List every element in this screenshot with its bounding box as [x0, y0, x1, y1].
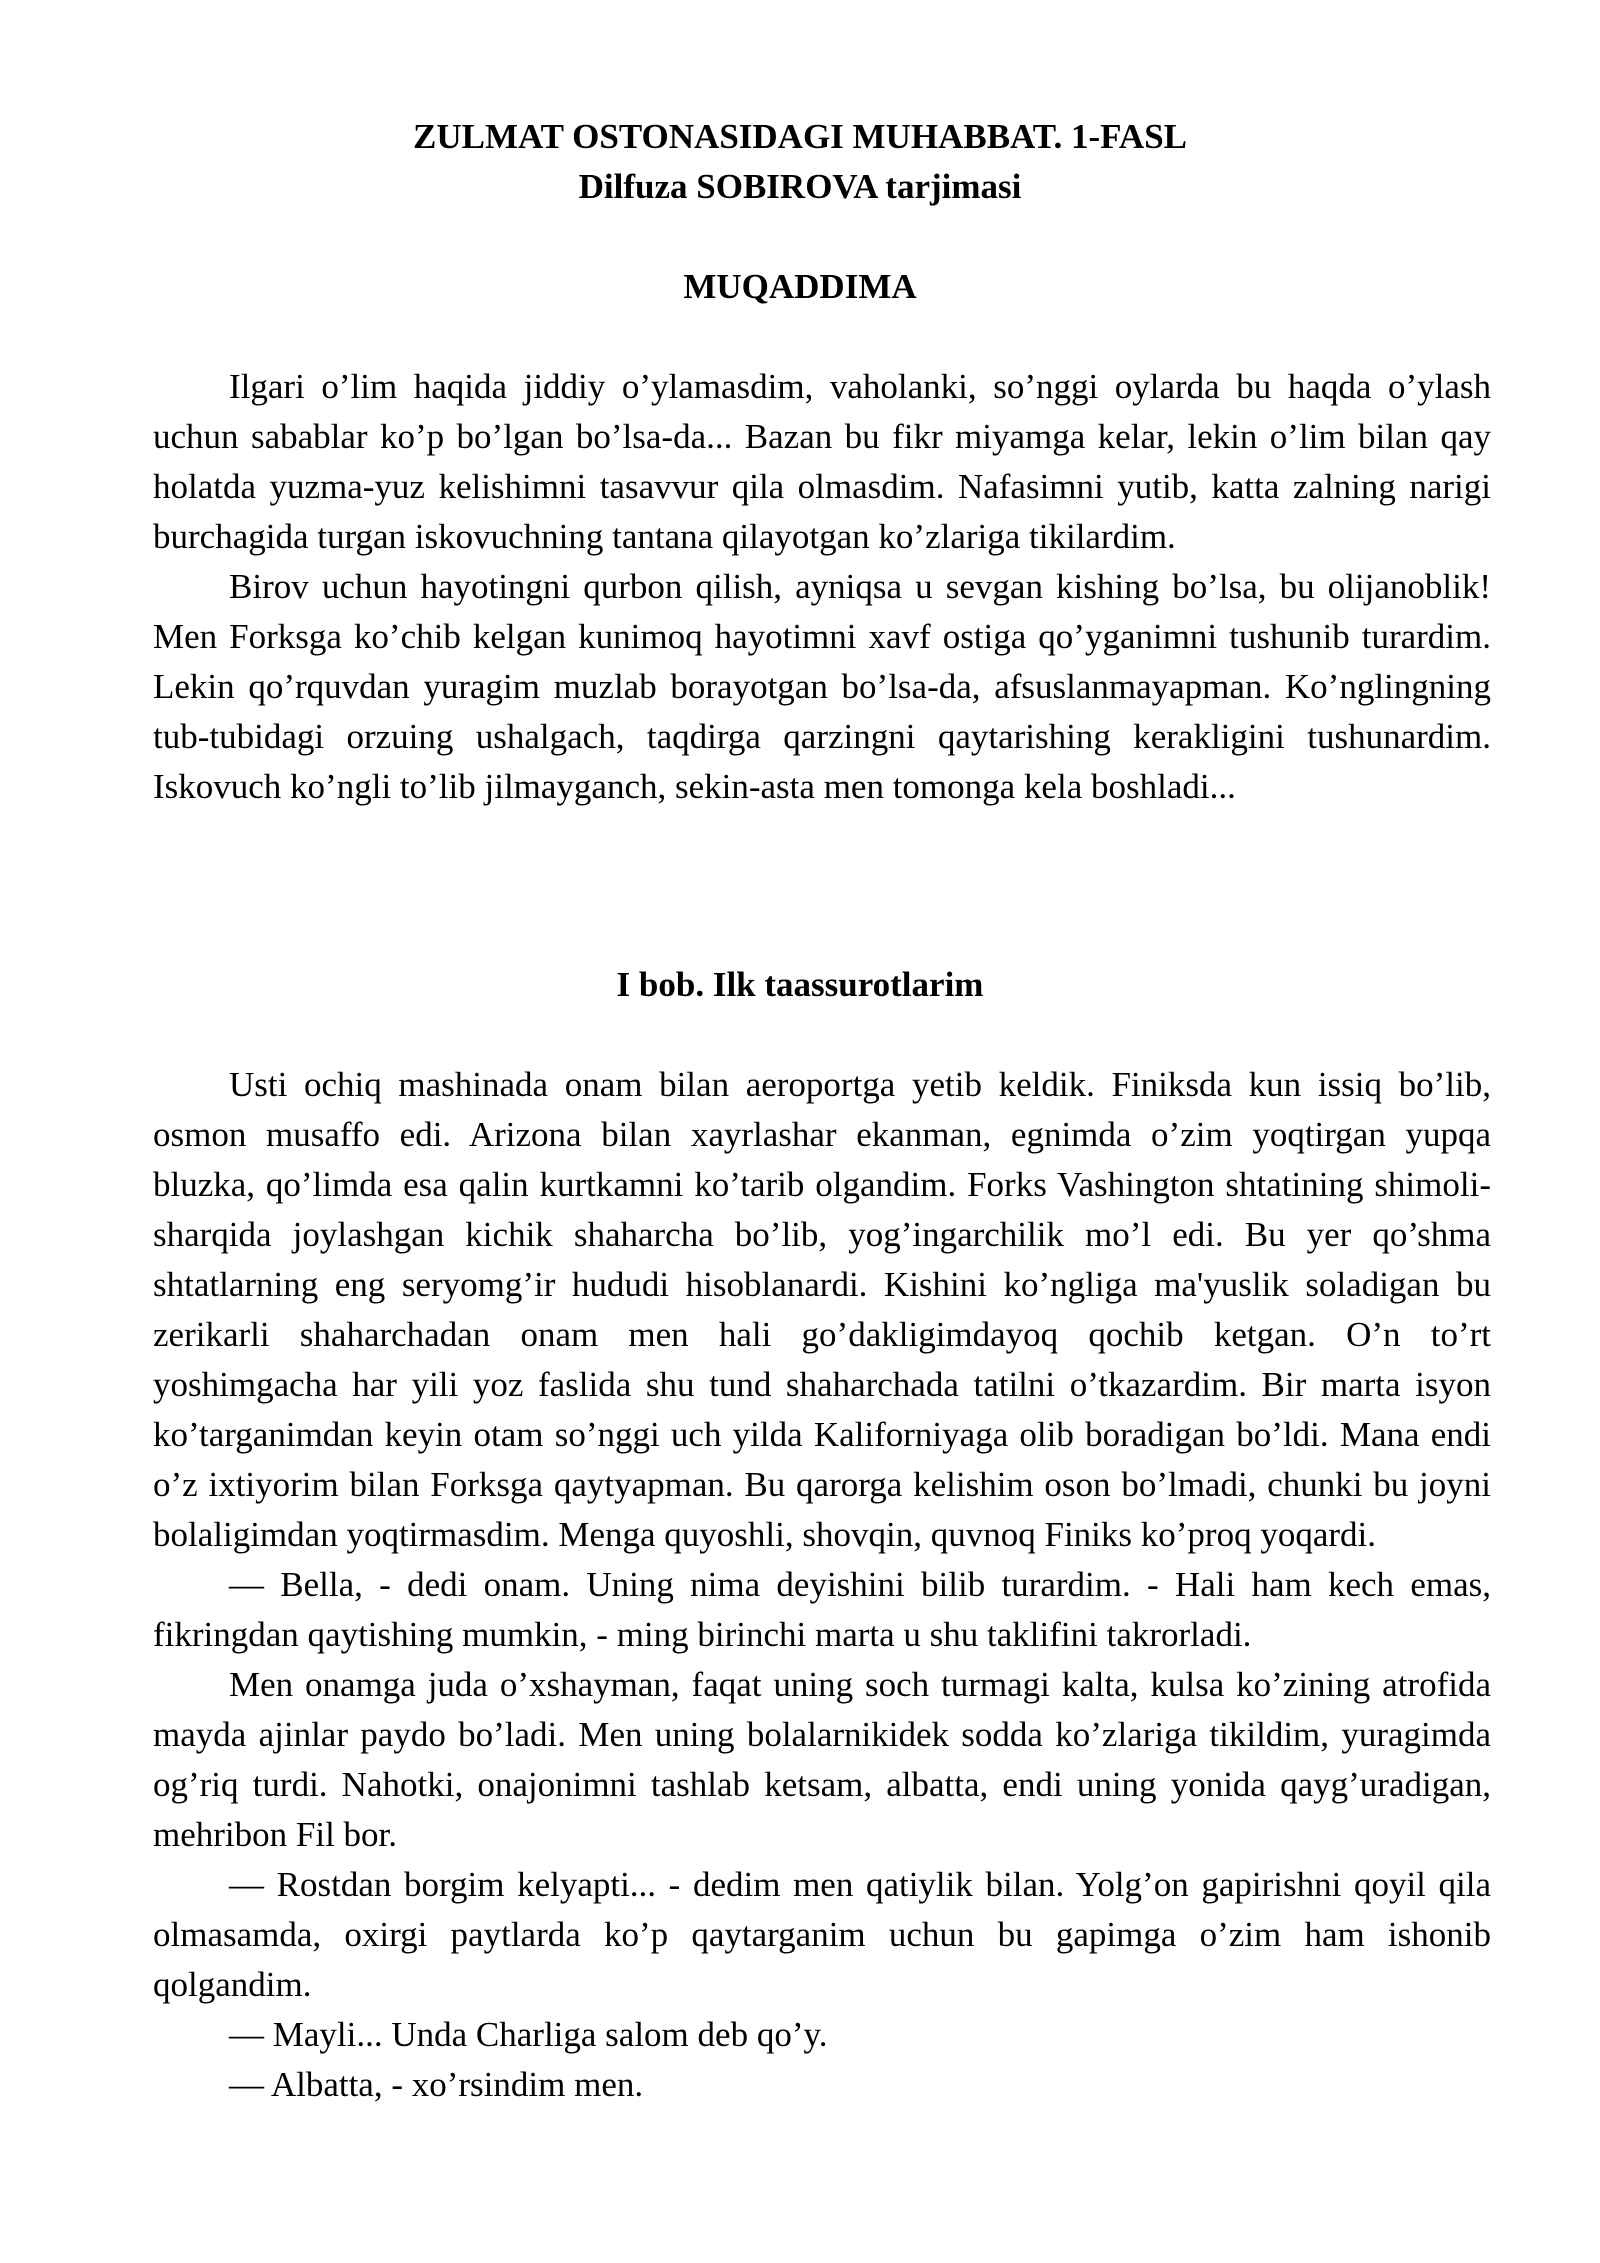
- translator-line: Dilfuza SOBIROVA tarjimasi: [578, 167, 1022, 206]
- paragraph: — Rostdan borgim kelyapti... - dedim men qatiylik bilan. Yolg’on gapirishni qoyil qila olmasamda, oxirgi paytlarda ko’p qaytarganim uchun bu gapimga o’zim ham ishonib qolgandim.: [153, 1865, 1491, 2004]
- paragraph: — Bella, - dedi onam. Uning nima deyishini bilib turardim. - Hali ham kech emas, fikringdan qaytishing mumkin, - ming birinchi marta u shu taklifini takrorladi.: [153, 1565, 1491, 1654]
- paragraph: Birov uchun hayotingni qurbon qilish, ayniqsa u sevgan kishing bo’lsa, bu olijanoblik! Men Forksga ko’chib kelgan kunimoq hayotimni xavf ostiga qo’yganimni tushunib turardim. Lekin qo’rquvdan yuragim muzlab borayotgan bo’lsa-da, afsuslanmayapman. Ko’nglingning tub-tubidagi orzuing ushalgach, taqdirga qarzingni qaytarishing kerakligini tushunardim. Iskovuch ko’ngli to’lib jilmayganch, sekin-asta men tomonga kela boshladi...: [153, 567, 1491, 806]
- chapter-body: [153, 1060, 1491, 2110]
- paragraph: Men onamga juda o’xshayman, faqat uning soch turmagi kalta, kulsa ko’zining atrofida mayda ajinlar paydo bo’ladi. Men uning bolalarnikidek sodda ko’zlariga tikildim, yuragimda og’riq turdi. Nahotki, onajonimni tashlab ketsam, albatta, endi uning yonida qayg’uradigan, mehribon Fil bor.: [153, 1665, 1491, 1854]
- prologue-body: [153, 362, 1491, 812]
- paragraph: Usti ochiq mashinada onam bilan aeroportga yetib keldik. Finiksda kun issiq bo’lib, osmon musaffo edi. Arizona bilan xayrlashar ekanman, egnimda o’zim yoqtirgan yupqa bluzka, qo’limda esa qalin kurtkamni ko’tarib olgandim. Forks Vashington shtatining shimoli-sharqida joylashgan kichik shaharcha bo’lib, yog’ingarchilik mo’l edi. Bu yer qo’shma shtatlarning eng seryomg’ir hududi hisoblanardi. Kishini ko’ngliga ma'yuslik soladigan bu zerikarli shaharchadan onam men hali go’dakligimdayoq qochib ketgan. O’n to’rt yoshimgacha har yili yoz faslida shu tund shaharchada tatilni o’tkazardim. Bir marta isyon ko’targanimdan keyin otam so’nggi uch yilda Kaliforniyaga olib boradigan bo’ldi. Mana endi o’z ixtiyorim bilan Forksga qaytyapman. Bu qarorga kelishim oson bo’lmadi, chunki bu joyni bolaligimdan yoqtirmasdim. Menga quyoshli, shovqin, quvnoq Finiks ko’proq yoqardi.: [153, 1065, 1491, 1554]
- paragraph: — Mayli... Unda Charliga salom deb qo’y.: [229, 2015, 828, 2054]
- paragraph: Ilgari o’lim haqida jiddiy o’ylamasdim, vaholanki, so’nggi oylarda bu haqda o’ylash uchun sabablar ko’p bo’lgan bo’lsa-da... Bazan bu fikr miyamga kelar, lekin o’lim bilan qay holatda yuzma-yuz kelishimni tasavvur qila olmasdim. Nafasimni yutib, katta zalning narigi burchagida turgan iskovuchning tantana qilayotgan ko’zlariga tikilardim.: [153, 367, 1491, 556]
- document-title: ZULMAT OSTONASIDAGI MUHABBAT. 1-FASL: [413, 117, 1187, 156]
- prologue-heading: MUQADDIMA: [683, 267, 917, 306]
- paragraph: — Albatta, - xo’rsindim men.: [229, 2065, 644, 2104]
- chapter-heading: I bob. Ilk taassurotlarim: [616, 965, 984, 1004]
- title-block: [0, 112, 1600, 212]
